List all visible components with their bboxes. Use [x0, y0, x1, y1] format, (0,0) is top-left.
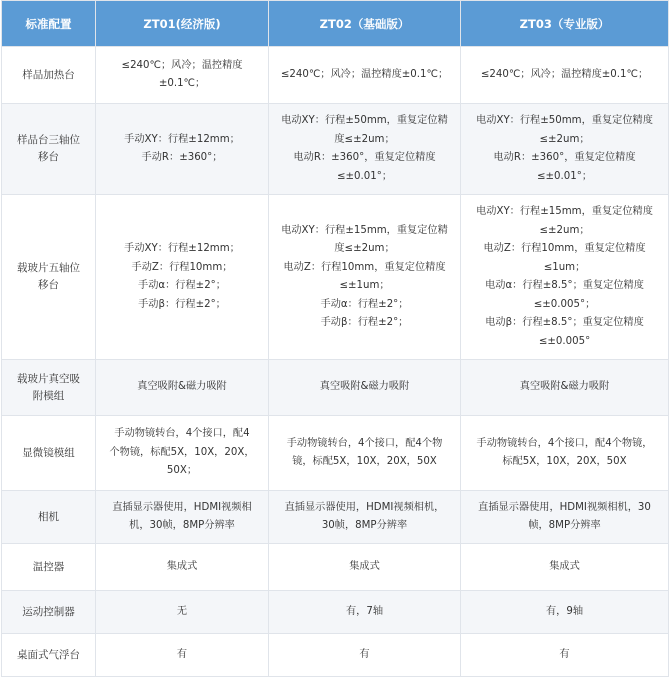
- header-standard-config: 标准配置: [2, 1, 96, 47]
- cell-line: 手动α：行程±2°；: [320, 298, 409, 310]
- row-label-camera: [2, 491, 96, 544]
- cell-line: 电动XY：行程±15mm，重复定位精度: [476, 206, 653, 217]
- spec-comparison-table: [1, 0, 669, 677]
- cell-slide-vacuum-module-zt02: [269, 360, 461, 416]
- row-label-line: 运动控制器: [22, 605, 75, 618]
- row-label-line: 桌面式气浮台: [17, 648, 80, 661]
- cell-line: 手动β：行程±2°；: [320, 317, 409, 328]
- cell-line: ≤240℃；风冷；温控精度: [121, 59, 243, 71]
- cell-line: 手动α：行程±2°；: [138, 280, 226, 291]
- row-label-sample-stage-3axis: [2, 104, 96, 195]
- cell-motion-controller-zt02: [269, 591, 461, 634]
- row-label-sample-heating-stage: [2, 47, 96, 104]
- cell-line: 手动β：行程±2°；: [138, 298, 226, 310]
- row-label-air-float-table: [2, 634, 96, 677]
- cell-line: ≤±2um；: [539, 224, 590, 236]
- row-label-line: 附模组: [32, 389, 65, 402]
- cell-line: 电动Z：行程10mm，重复定位精度: [283, 261, 446, 273]
- cell-slide-vacuum-module-zt01: [96, 360, 269, 416]
- cell-line: 镜，标配5X，10X，20X，50X: [292, 456, 437, 467]
- cell-line: 手动物镜转台，4个接口，配4个物镜，: [476, 437, 653, 449]
- cell-line: 度≤±2um；: [334, 243, 395, 254]
- cell-microscope-module-zt01: [96, 416, 269, 491]
- cell-sample-heating-stage-zt02: [269, 47, 461, 104]
- cell-sample-heating-stage-zt03: [461, 47, 669, 104]
- cell-line: 手动物镜转台，4个接口，配4个物: [286, 437, 443, 449]
- row-label-line: 显微镜模组: [22, 446, 75, 459]
- cell-line: ≤±0.005°；: [533, 298, 596, 310]
- table-row: [2, 634, 669, 677]
- cell-air-float-table-zt01: [96, 634, 269, 677]
- cell-line: 真空吸附&磁力吸附: [519, 381, 610, 393]
- cell-line: 手动XY：行程±12mm；: [124, 133, 240, 145]
- cell-motion-controller-zt01: [96, 591, 269, 634]
- cell-line: 度≤±2um；: [334, 133, 395, 145]
- cell-line: 有: [359, 648, 370, 660]
- cell-temperature-controller-zt02: [269, 544, 461, 591]
- cell-line: 电动α：行程±8.5°；重复定位精度: [485, 280, 644, 291]
- cell-line: 集成式: [349, 560, 380, 572]
- header-row: [2, 1, 669, 47]
- cell-line: ±0.1℃；: [158, 78, 206, 89]
- cell-line: 电动XY：行程±50mm，重复定位精度: [476, 115, 653, 126]
- table-row: [2, 544, 669, 591]
- table-row: [2, 104, 669, 195]
- cell-sample-stage-3axis-zt02: [269, 104, 461, 195]
- row-label-line: 载玻片真空吸: [17, 372, 80, 385]
- row-label-line: 温控器: [32, 560, 65, 573]
- cell-sample-heating-stage-zt01: [96, 47, 269, 104]
- cell-slide-vacuum-module-zt03: [461, 360, 669, 416]
- cell-line: 电动XY：行程±50mm，重复定位精: [281, 115, 448, 126]
- cell-motion-controller-zt03: [461, 591, 669, 634]
- cell-line: ≤240℃；风冷；温控精度±0.1℃；: [280, 68, 449, 80]
- row-label-line: 移台: [38, 279, 59, 291]
- table-body: [2, 47, 669, 677]
- cell-line: 集成式: [549, 560, 580, 572]
- cell-temperature-controller-zt03: [461, 544, 669, 591]
- cell-air-float-table-zt02: [269, 634, 461, 677]
- cell-line: 电动R：±360°，重复定位精度: [493, 152, 636, 163]
- table-row: [2, 360, 669, 416]
- cell-line: 手动物镜转台，4个接口，配4: [114, 428, 250, 440]
- row-label-line: 载玻片五轴位: [17, 262, 80, 274]
- cell-line: 集成式: [166, 560, 198, 572]
- cell-sample-stage-3axis-zt01: [96, 104, 269, 195]
- table-row: [2, 195, 669, 360]
- row-label-microscope-module: [2, 416, 96, 491]
- cell-line: ≤±1um；: [339, 280, 390, 291]
- cell-camera-zt03: [461, 491, 669, 544]
- cell-line: 有: [176, 648, 188, 660]
- cell-line: 电动β：行程±8.5°；重复定位精度: [485, 317, 644, 328]
- table-row: [2, 591, 669, 634]
- cell-line: 50X；: [166, 465, 198, 477]
- cell-line: 真空吸附&磁力吸附: [137, 381, 227, 393]
- cell-line: 电动XY：行程±15mm，重复定位精: [281, 224, 448, 236]
- row-label-line: 样品加热台: [22, 68, 75, 81]
- cell-line: 直插显示器使用，HDMI视频相机，: [284, 501, 445, 513]
- cell-line: 标配5X，10X，20X，50X: [502, 456, 627, 467]
- cell-line: 有，7轴: [345, 605, 384, 617]
- row-label-line: 样品台三轴位: [17, 134, 80, 146]
- table-row: [2, 416, 669, 491]
- row-label-temperature-controller: [2, 544, 96, 591]
- cell-air-float-table-zt03: [461, 634, 669, 677]
- cell-line: 30帧，8MP分辨率: [321, 520, 408, 531]
- row-label-line: 相机: [38, 510, 59, 523]
- table-row: [2, 47, 669, 104]
- cell-slide-5axis-stage-zt02: [269, 195, 461, 360]
- cell-line: 手动XY：行程±12mm；: [124, 243, 240, 254]
- row-label-slide-5axis-stage: [2, 195, 96, 360]
- header-zt02: ZT02（基础版）: [269, 1, 461, 47]
- cell-line: 手动Z：行程10mm；: [131, 261, 233, 273]
- cell-line: 直插显示器使用，HDMI视频相: [112, 501, 252, 513]
- cell-line: ≤±0.01°；: [336, 170, 393, 182]
- cell-temperature-controller-zt01: [96, 544, 269, 591]
- cell-line: 个物镜，标配5X，10X，20X，: [109, 446, 255, 458]
- row-label-line: 移台: [38, 151, 59, 163]
- cell-line: 真空吸附&磁力吸附: [319, 381, 410, 393]
- cell-line: 无: [176, 605, 188, 617]
- cell-line: ≤±2um；: [539, 133, 590, 145]
- cell-slide-5axis-stage-zt01: [96, 195, 269, 360]
- cell-slide-5axis-stage-zt03: [461, 195, 669, 360]
- cell-line: 直插显示器使用，HDMI视频相机，30: [478, 501, 651, 513]
- cell-line: ≤±0.005°: [538, 335, 591, 347]
- header-zt03: ZT03（专业版）: [461, 1, 669, 47]
- cell-sample-stage-3axis-zt03: [461, 104, 669, 195]
- cell-camera-zt02: [269, 491, 461, 544]
- spec-table-container: [1, 0, 668, 677]
- cell-line: 电动R：±360°，重复定位精度: [293, 152, 436, 163]
- cell-line: ≤±0.01°；: [536, 170, 593, 182]
- cell-line: 手动R：±360°；: [141, 152, 223, 163]
- cell-microscope-module-zt03: [461, 416, 669, 491]
- row-label-slide-vacuum-module: [2, 360, 96, 416]
- cell-microscope-module-zt02: [269, 416, 461, 491]
- cell-camera-zt01: [96, 491, 269, 544]
- table-row: [2, 491, 669, 544]
- header-zt01: ZT01(经济版): [96, 1, 269, 47]
- cell-line: ≤1um；: [543, 261, 586, 273]
- table-header: [2, 1, 669, 47]
- cell-line: 电动Z：行程10mm，重复定位精度: [483, 243, 646, 254]
- cell-line: 有，9轴: [545, 605, 584, 617]
- cell-line: 机，30帧，8MP分辨率: [129, 520, 235, 531]
- cell-line: 帧，8MP分辨率: [528, 520, 601, 531]
- cell-line: 有: [559, 648, 570, 660]
- row-label-motion-controller: [2, 591, 96, 634]
- cell-line: ≤240℃；风冷；温控精度±0.1℃；: [480, 68, 649, 80]
